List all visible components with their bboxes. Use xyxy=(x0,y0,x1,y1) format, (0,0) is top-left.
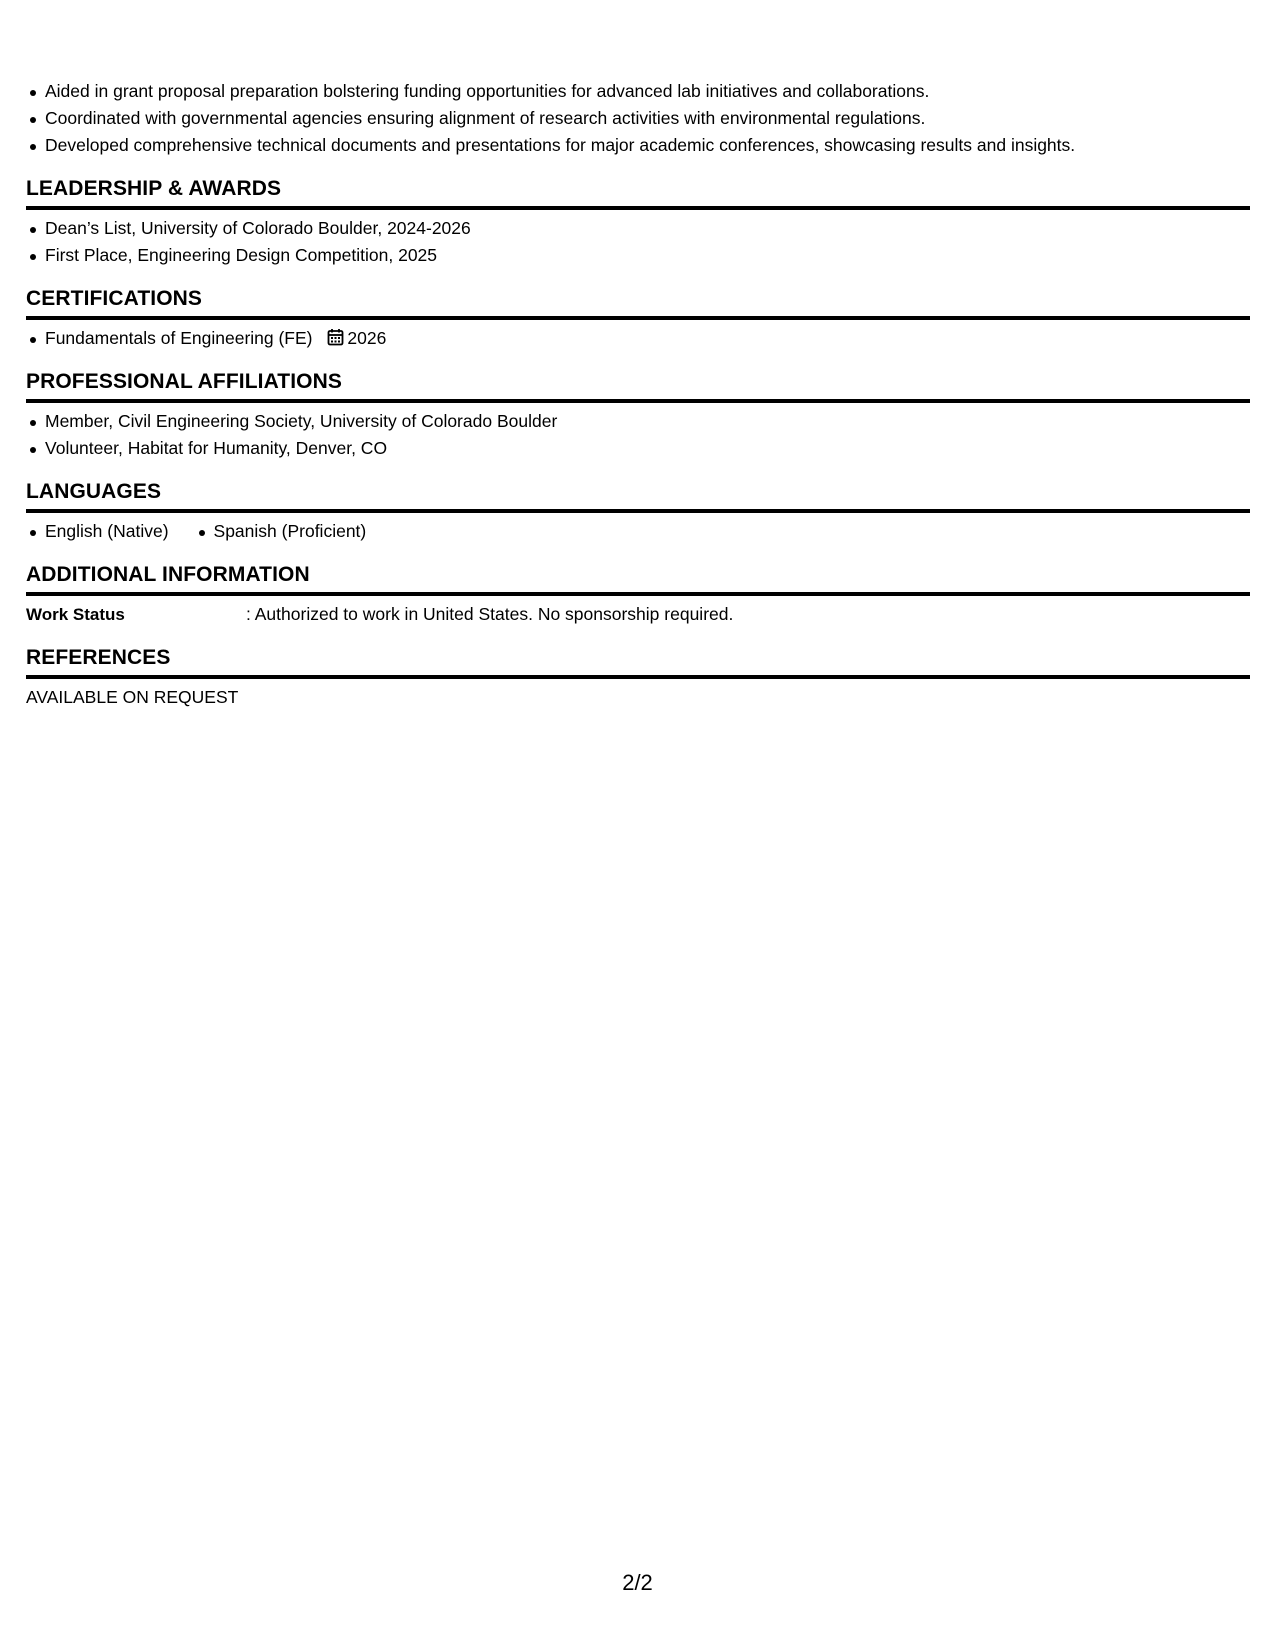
leadership-list xyxy=(26,215,1250,269)
resume-page xyxy=(26,78,1250,711)
list-item: English (Native) xyxy=(26,518,169,545)
section-title: PROFESSIONAL AFFILIATIONS xyxy=(26,369,1250,403)
section-title: CERTIFICATIONS xyxy=(26,286,1250,320)
references-section xyxy=(26,645,1250,711)
affiliations-section xyxy=(26,369,1250,462)
additional-info-section xyxy=(26,562,1250,628)
calendar-icon xyxy=(327,328,344,346)
list-item: First Place, Engineering Design Competition, 2025 xyxy=(26,242,1250,269)
references-text: AVAILABLE ON REQUEST xyxy=(26,687,239,707)
list-item: Spanish (Proficient) xyxy=(195,518,367,545)
list-item: Member, Civil Engineering Society, University of Colorado Boulder xyxy=(26,408,1250,435)
section-title: ADDITIONAL INFORMATION xyxy=(26,562,1250,596)
certifications-list xyxy=(26,325,1250,352)
list-item: Volunteer, Habitat for Humanity, Denver, CO xyxy=(26,435,1250,462)
list-item xyxy=(26,325,1250,352)
leadership-section xyxy=(26,176,1250,269)
certification-year: 2026 xyxy=(347,328,387,348)
work-status-row xyxy=(26,601,1250,628)
languages-section xyxy=(26,479,1250,545)
work-status-label: Work Status xyxy=(26,605,125,624)
work-status-value: : Authorized to work in United States. No sponsorship required. xyxy=(246,604,734,624)
section-title: LEADERSHIP & AWARDS xyxy=(26,176,1250,210)
list-item: Dean’s List, University of Colorado Boulder, 2024-2026 xyxy=(26,215,1250,242)
experience-bullet-list xyxy=(26,78,1250,159)
affiliations-list xyxy=(26,408,1250,462)
list-item: Coordinated with governmental agencies ensuring alignment of research activities with environmental regulations. xyxy=(26,105,1250,132)
section-title: REFERENCES xyxy=(26,645,1250,679)
list-item: Developed comprehensive technical documents and presentations for major academic conferences, showcasing results and insights. xyxy=(26,132,1250,159)
certifications-section xyxy=(26,286,1250,352)
certification-name: Fundamentals of Engineering (FE) xyxy=(45,328,313,348)
page-number: 2/2 xyxy=(622,1570,653,1595)
section-title: LANGUAGES xyxy=(26,479,1250,513)
languages-list xyxy=(26,518,1250,545)
list-item: Aided in grant proposal preparation bolstering funding opportunities for advanced lab initiatives and collaborations. xyxy=(26,78,1250,105)
